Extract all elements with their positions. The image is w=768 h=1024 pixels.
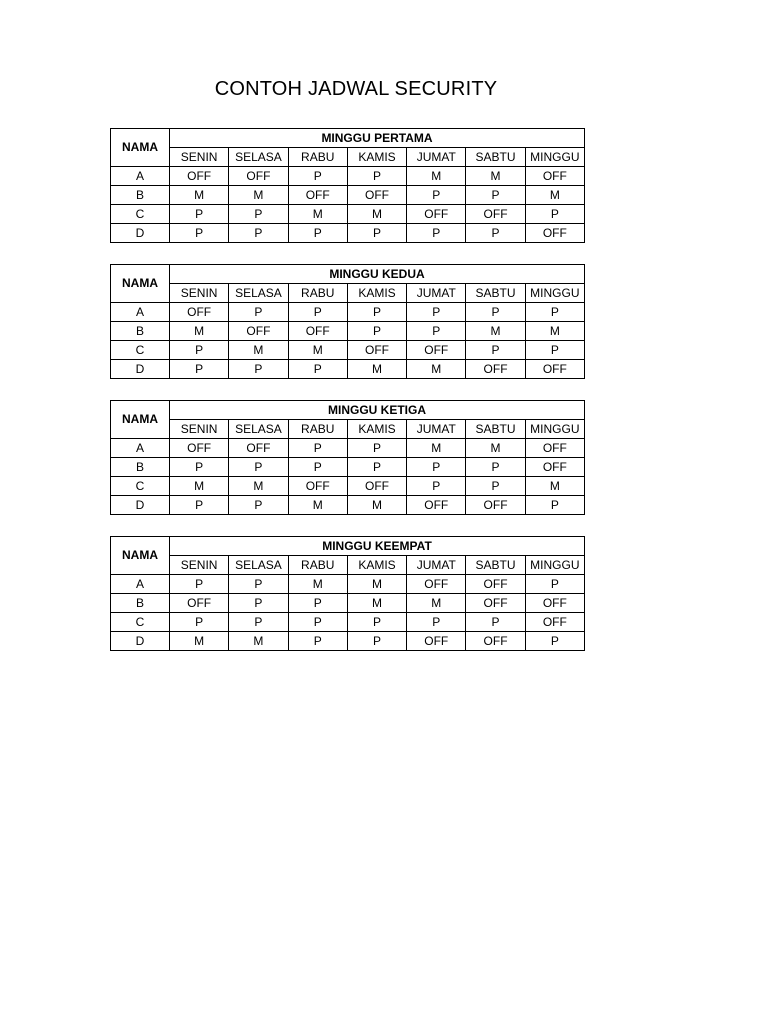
shift-cell: OFF xyxy=(466,360,525,379)
shift-cell: OFF xyxy=(229,167,288,186)
shift-cell: M xyxy=(288,205,347,224)
shift-cell: P xyxy=(170,360,229,379)
shift-cell: OFF xyxy=(525,613,584,632)
table-row xyxy=(111,632,585,651)
shift-cell: OFF xyxy=(170,303,229,322)
shift-cell: P xyxy=(170,341,229,360)
day-header-selasa: SELASA xyxy=(229,556,288,575)
shift-cell: M xyxy=(407,594,466,613)
table-row xyxy=(111,613,585,632)
shift-cell: M xyxy=(525,477,584,496)
day-header-jumat: JUMAT xyxy=(407,556,466,575)
row-name: D xyxy=(111,496,170,515)
shift-cell: P xyxy=(170,205,229,224)
row-name: B xyxy=(111,594,170,613)
shift-cell: P xyxy=(170,613,229,632)
shift-cell: M xyxy=(525,186,584,205)
row-name: A xyxy=(111,303,170,322)
table-row xyxy=(111,303,585,322)
shift-cell: P xyxy=(347,458,406,477)
day-header-sabtu: SABTU xyxy=(466,284,525,303)
shift-cell: P xyxy=(288,632,347,651)
shift-cell: P xyxy=(407,186,466,205)
shift-cell: P xyxy=(347,613,406,632)
shift-cell: M xyxy=(525,322,584,341)
shift-cell: P xyxy=(466,477,525,496)
nama-header: NAMA xyxy=(111,401,170,439)
day-header-kamis: KAMIS xyxy=(347,420,406,439)
shift-cell: M xyxy=(407,360,466,379)
shift-cell: OFF xyxy=(407,341,466,360)
week-header: MINGGU KEEMPAT xyxy=(170,537,585,556)
shift-cell: P xyxy=(525,496,584,515)
shift-cell: OFF xyxy=(347,341,406,360)
day-header-minggu: MINGGU xyxy=(525,556,584,575)
shift-cell: M xyxy=(347,496,406,515)
shift-cell: OFF xyxy=(229,322,288,341)
shift-cell: OFF xyxy=(525,167,584,186)
shift-cell: OFF xyxy=(288,322,347,341)
shift-cell: M xyxy=(466,167,525,186)
shift-cell: OFF xyxy=(229,439,288,458)
shift-cell: M xyxy=(170,477,229,496)
shift-cell: P xyxy=(288,303,347,322)
shift-cell: OFF xyxy=(466,496,525,515)
shift-cell: P xyxy=(407,322,466,341)
day-header-kamis: KAMIS xyxy=(347,556,406,575)
nama-header: NAMA xyxy=(111,129,170,167)
shift-cell: P xyxy=(466,341,525,360)
nama-header: NAMA xyxy=(111,265,170,303)
shift-cell: P xyxy=(229,360,288,379)
shift-cell: P xyxy=(407,303,466,322)
shift-cell: P xyxy=(525,303,584,322)
shift-cell: M xyxy=(229,477,288,496)
day-header-rabu: RABU xyxy=(288,556,347,575)
day-header-sabtu: SABTU xyxy=(466,148,525,167)
table-row xyxy=(111,167,585,186)
shift-cell: P xyxy=(170,496,229,515)
day-header-senin: SENIN xyxy=(170,420,229,439)
table-row xyxy=(111,322,585,341)
shift-cell: M xyxy=(170,186,229,205)
week-header: MINGGU PERTAMA xyxy=(170,129,585,148)
shift-cell: OFF xyxy=(347,186,406,205)
shift-cell: P xyxy=(229,575,288,594)
shift-cell: P xyxy=(347,167,406,186)
shift-cell: P xyxy=(407,458,466,477)
shift-cell: P xyxy=(347,632,406,651)
table-row xyxy=(111,341,585,360)
shift-cell: M xyxy=(229,186,288,205)
shift-cell: P xyxy=(466,303,525,322)
shift-cell: P xyxy=(407,477,466,496)
shift-cell: OFF xyxy=(466,205,525,224)
day-header-rabu: RABU xyxy=(288,148,347,167)
row-name: B xyxy=(111,186,170,205)
schedule-table-week-4 xyxy=(110,536,585,651)
table-row xyxy=(111,496,585,515)
row-name: C xyxy=(111,341,170,360)
shift-cell: P xyxy=(525,205,584,224)
shift-cell: OFF xyxy=(466,594,525,613)
day-header-selasa: SELASA xyxy=(229,284,288,303)
shift-cell: P xyxy=(466,613,525,632)
day-header-kamis: KAMIS xyxy=(347,148,406,167)
shift-cell: OFF xyxy=(170,167,229,186)
shift-cell: P xyxy=(229,458,288,477)
shift-cell: OFF xyxy=(466,632,525,651)
table-row xyxy=(111,360,585,379)
day-header-senin: SENIN xyxy=(170,148,229,167)
shift-cell: OFF xyxy=(525,458,584,477)
shift-cell: P xyxy=(288,594,347,613)
day-header-jumat: JUMAT xyxy=(407,284,466,303)
shift-cell: M xyxy=(229,341,288,360)
row-name: D xyxy=(111,224,170,243)
table-row xyxy=(111,205,585,224)
table-row xyxy=(111,594,585,613)
shift-cell: M xyxy=(229,632,288,651)
shift-cell: OFF xyxy=(170,594,229,613)
shift-cell: P xyxy=(347,224,406,243)
shift-cell: M xyxy=(466,322,525,341)
shift-cell: P xyxy=(466,224,525,243)
shift-cell: M xyxy=(288,496,347,515)
shift-cell: P xyxy=(229,205,288,224)
shift-cell: P xyxy=(288,224,347,243)
shift-cell: OFF xyxy=(525,594,584,613)
shift-cell: M xyxy=(466,439,525,458)
shift-cell: OFF xyxy=(288,477,347,496)
row-name: A xyxy=(111,167,170,186)
shift-cell: P xyxy=(288,458,347,477)
day-header-senin: SENIN xyxy=(170,556,229,575)
shift-cell: OFF xyxy=(347,477,406,496)
shift-cell: P xyxy=(170,224,229,243)
row-name: B xyxy=(111,458,170,477)
shift-cell: M xyxy=(288,575,347,594)
day-header-sabtu: SABTU xyxy=(466,420,525,439)
row-name: C xyxy=(111,613,170,632)
day-header-minggu: MINGGU xyxy=(525,284,584,303)
shift-cell: P xyxy=(525,341,584,360)
row-name: A xyxy=(111,439,170,458)
shift-cell: OFF xyxy=(288,186,347,205)
schedule-table-week-2 xyxy=(110,264,585,379)
shift-cell: P xyxy=(288,360,347,379)
shift-cell: M xyxy=(407,439,466,458)
shift-cell: M xyxy=(288,341,347,360)
shift-cell: P xyxy=(170,458,229,477)
day-header-jumat: JUMAT xyxy=(407,148,466,167)
shift-cell: M xyxy=(347,575,406,594)
page-title: CONTOH JADWAL SECURITY xyxy=(214,78,498,100)
shift-cell: P xyxy=(170,575,229,594)
table-row xyxy=(111,477,585,496)
table-row xyxy=(111,458,585,477)
shift-cell: OFF xyxy=(407,205,466,224)
shift-cell: M xyxy=(170,632,229,651)
week-header: MINGGU KEDUA xyxy=(170,265,585,284)
shift-cell: M xyxy=(347,360,406,379)
shift-cell: P xyxy=(229,224,288,243)
shift-cell: OFF xyxy=(525,439,584,458)
shift-cell: P xyxy=(407,613,466,632)
table-row xyxy=(111,575,585,594)
shift-cell: OFF xyxy=(170,439,229,458)
shift-cell: P xyxy=(525,575,584,594)
table-row xyxy=(111,224,585,243)
shift-cell: P xyxy=(229,303,288,322)
row-name: A xyxy=(111,575,170,594)
row-name: D xyxy=(111,632,170,651)
day-header-senin: SENIN xyxy=(170,284,229,303)
shift-cell: M xyxy=(347,205,406,224)
day-header-rabu: RABU xyxy=(288,284,347,303)
shift-cell: P xyxy=(229,613,288,632)
table-row xyxy=(111,186,585,205)
shift-cell: P xyxy=(288,613,347,632)
shift-cell: M xyxy=(347,594,406,613)
shift-cell: P xyxy=(288,439,347,458)
day-header-jumat: JUMAT xyxy=(407,420,466,439)
shift-cell: OFF xyxy=(407,632,466,651)
shift-cell: P xyxy=(347,439,406,458)
shift-cell: OFF xyxy=(525,360,584,379)
shift-cell: P xyxy=(466,458,525,477)
row-name: C xyxy=(111,477,170,496)
shift-cell: P xyxy=(347,322,406,341)
week-header: MINGGU KETIGA xyxy=(170,401,585,420)
shift-cell: P xyxy=(525,632,584,651)
shift-cell: OFF xyxy=(466,575,525,594)
day-header-kamis: KAMIS xyxy=(347,284,406,303)
shift-cell: P xyxy=(407,224,466,243)
shift-cell: P xyxy=(288,167,347,186)
shift-cell: OFF xyxy=(525,224,584,243)
day-header-rabu: RABU xyxy=(288,420,347,439)
shift-cell: P xyxy=(229,594,288,613)
row-name: B xyxy=(111,322,170,341)
day-header-selasa: SELASA xyxy=(229,148,288,167)
nama-header: NAMA xyxy=(111,537,170,575)
day-header-selasa: SELASA xyxy=(229,420,288,439)
schedule-table-week-1 xyxy=(110,128,585,243)
table-row xyxy=(111,439,585,458)
day-header-minggu: MINGGU xyxy=(525,148,584,167)
shift-cell: P xyxy=(347,303,406,322)
day-header-minggu: MINGGU xyxy=(525,420,584,439)
row-name: D xyxy=(111,360,170,379)
schedule-table-week-3 xyxy=(110,400,585,515)
shift-cell: OFF xyxy=(407,575,466,594)
shift-cell: P xyxy=(466,186,525,205)
day-header-sabtu: SABTU xyxy=(466,556,525,575)
shift-cell: M xyxy=(407,167,466,186)
shift-cell: M xyxy=(170,322,229,341)
row-name: C xyxy=(111,205,170,224)
shift-cell: P xyxy=(229,496,288,515)
shift-cell: OFF xyxy=(407,496,466,515)
